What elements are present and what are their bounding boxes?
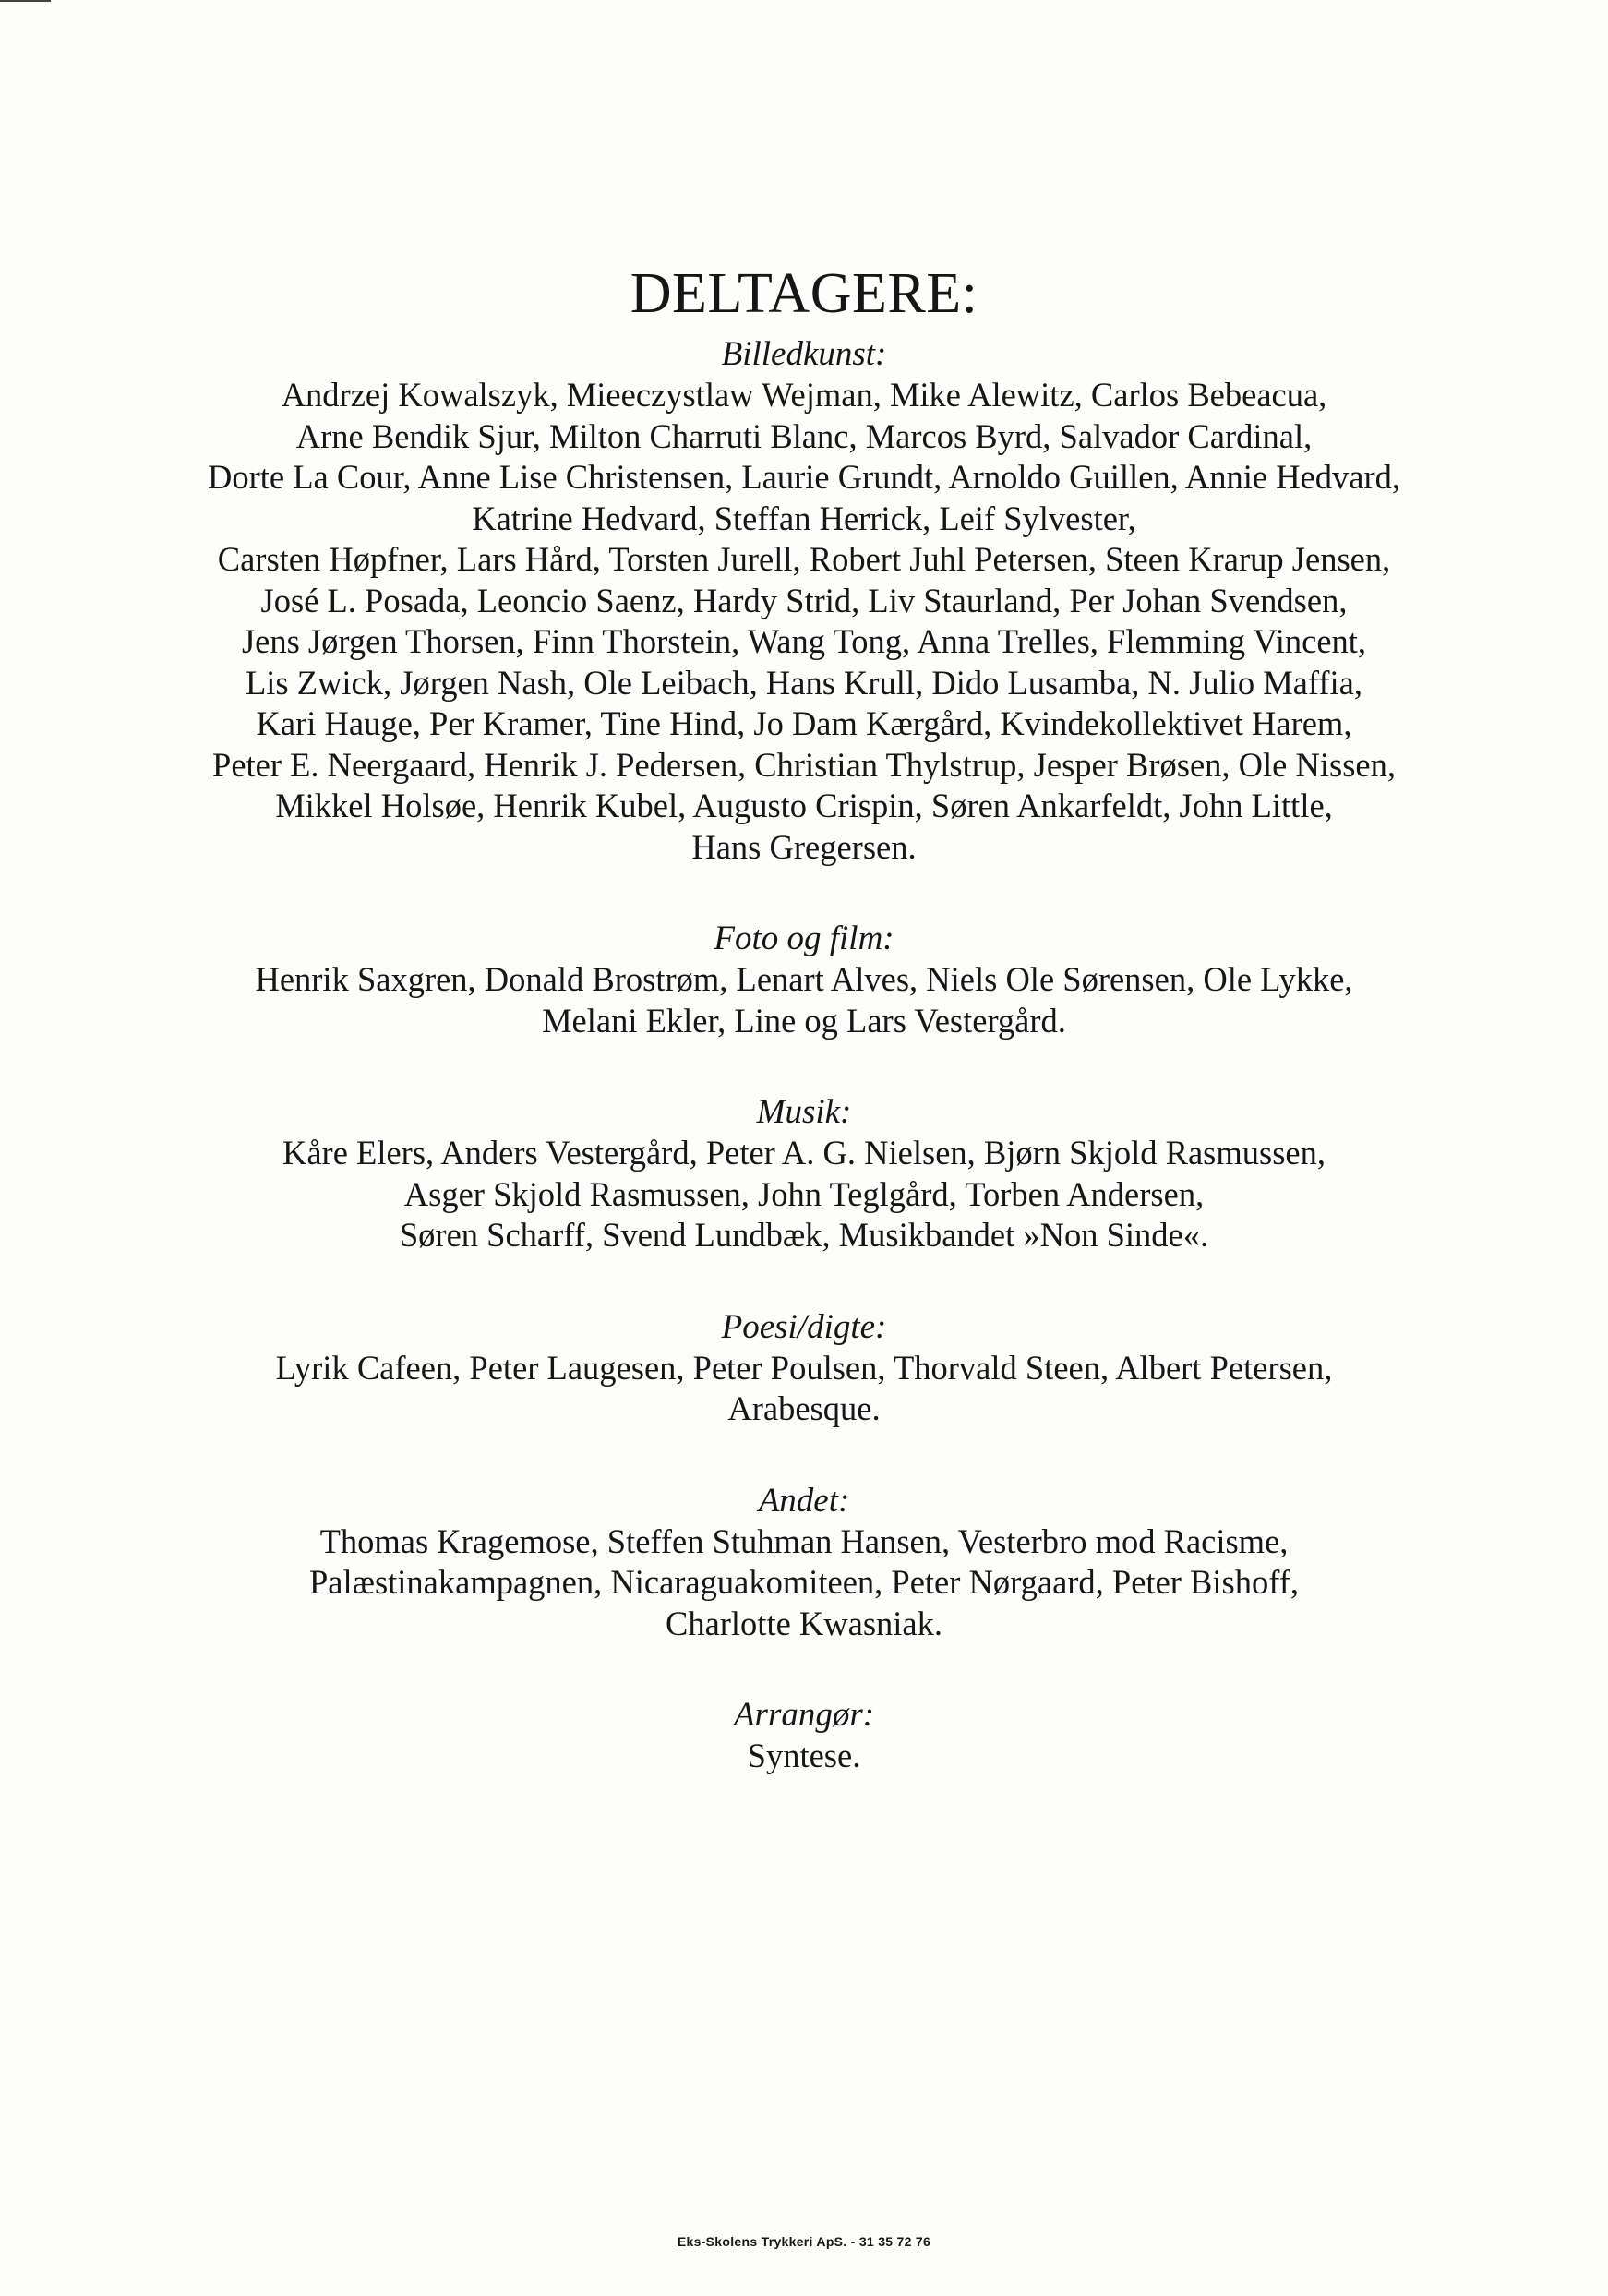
section-arrangor bbox=[0, 1695, 1608, 1777]
section-heading: Andet: bbox=[758, 1481, 850, 1520]
section-heading: Musik: bbox=[756, 1093, 852, 1131]
section-heading: Poesi/digte: bbox=[721, 1307, 887, 1346]
name-line: Henrik Saxgren, Donald Brostrøm, Lenart Alves, Niels Ole Sørensen, Ole Lykke, bbox=[255, 960, 1353, 998]
name-line: Asger Skjold Rasmussen, John Teglgård, Torben Andersen, bbox=[403, 1174, 1205, 1213]
section-musik bbox=[0, 1092, 1608, 1256]
section-foto-og-film bbox=[0, 919, 1608, 1041]
name-line: Mikkel Holsøe, Henrik Kubel, Augusto Crispin, Søren Ankarfeldt, John Little, bbox=[275, 787, 1333, 824]
page-title: DELTAGERE: bbox=[630, 262, 978, 325]
name-line: Jens Jørgen Thorsen, Finn Thorstein, Wang Tong, Anna Trelles, Flemming Vincent, bbox=[241, 622, 1367, 660]
participants-list bbox=[0, 260, 1608, 1828]
name-line: Dorte La Cour, Anne Lise Christensen, Laurie Grundt, Arnoldo Guillen, Annie Hedvard, bbox=[208, 458, 1400, 496]
name-line: Arne Bendik Sjur, Milton Charruti Blanc, Marcos Byrd, Salvador Cardinal, bbox=[295, 416, 1313, 455]
section-heading: Arrangør: bbox=[733, 1696, 875, 1734]
name-line: Peter E. Neergaard, Henrik J. Pedersen, Christian Thylstrup, Jesper Brøsen, Ole Nissen, bbox=[212, 745, 1396, 784]
name-line: Carsten Høpfner, Lars Hård, Torsten Jurell, Robert Juhl Petersen, Steen Krarup Jensen, bbox=[217, 540, 1391, 578]
section-andet bbox=[0, 1481, 1608, 1645]
section-billedkunst bbox=[0, 334, 1608, 868]
section-heading: Billedkunst: bbox=[721, 335, 887, 373]
name-line: Lyrik Cafeen, Peter Laugesen, Peter Poulsen, Thorvald Steen, Albert Petersen, bbox=[275, 1348, 1333, 1387]
name-line: Andrzej Kowalszyk, Mieeczystlaw Wejman, Mike Alewitz, Carlos Bebeacua, bbox=[281, 376, 1327, 414]
name-line: Søren Scharff, Svend Lundbæk, Musikbandet »Non Sinde«. bbox=[399, 1216, 1209, 1254]
section-poesi-digte bbox=[0, 1307, 1608, 1430]
name-line: Katrine Hedvard, Steffan Herrick, Leif Sylvester, bbox=[472, 499, 1136, 537]
name-line: Charlotte Kwasniak. bbox=[665, 1604, 943, 1642]
name-line: Melani Ekler, Line og Lars Vestergård. bbox=[542, 1001, 1066, 1040]
name-line: Thomas Kragemose, Steffen Stuhman Hansen, Vesterbro mod Racisme, bbox=[319, 1521, 1289, 1560]
printer-credit: Eks-Skolens Trykkeri ApS. - 31 35 72 76 bbox=[677, 2234, 931, 2249]
name-line: Hans Gregersen. bbox=[691, 827, 917, 866]
corner-mark bbox=[0, 0, 51, 2]
name-line: Palæstinakampagnen, Nicaraguakomiteen, Peter Nørgaard, Peter Bishoff, bbox=[308, 1563, 1300, 1601]
section-heading: Foto og film: bbox=[714, 920, 894, 957]
name-line: Kari Hauge, Per Kramer, Tine Hind, Jo Dam Kærgård, Kvindekollektivet Harem, bbox=[256, 704, 1352, 742]
name-line: José L. Posada, Leoncio Saenz, Hardy Strid, Liv Staurland, Per Johan Svendsen, bbox=[260, 581, 1348, 619]
name-line: Syntese. bbox=[747, 1737, 861, 1774]
name-line: Lis Zwick, Jørgen Nash, Ole Leibach, Hans Krull, Dido Lusamba, N. Julio Maffia, bbox=[245, 663, 1362, 702]
name-line: Arabesque. bbox=[727, 1389, 881, 1427]
name-line: Kåre Elers, Anders Vestergård, Peter A. G. Nielsen, Bjørn Skjold Rasmussen, bbox=[282, 1134, 1326, 1172]
